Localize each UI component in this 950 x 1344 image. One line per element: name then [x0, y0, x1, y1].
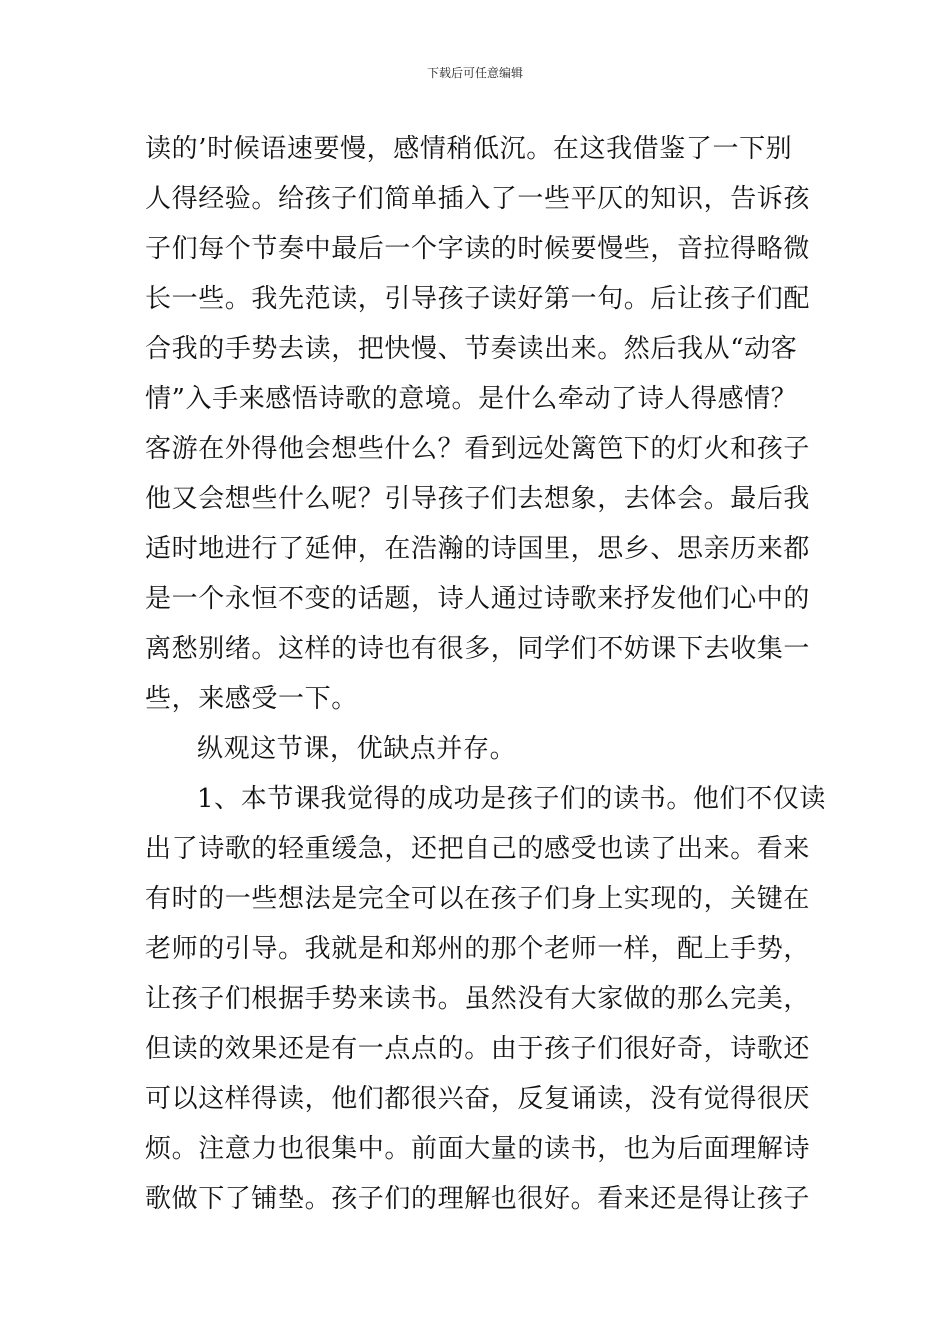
- text-line: 情”入手来感悟诗歌的意境。是什么牵动了诗人得感情？: [145, 384, 798, 414]
- paragraph-1: [145, 124, 809, 724]
- text-line: 出了诗歌的轻重缓急，还把自己的感受也读了出来。看来: [145, 834, 811, 864]
- text-line: 老师的引导。我就是和郑州的那个老师一样，配上手势，: [145, 934, 811, 964]
- text-line: 人得经验。给孩子们简单插入了一些平仄的知识，告诉孩: [145, 184, 811, 214]
- text-line: 合我的手势去读，把快慢、节奏读出来。然后我从“动客: [145, 334, 798, 364]
- text-line: 纵观这节课，优缺点并存。: [197, 734, 517, 764]
- text-line: 让孩子们根据手势来读书。虽然没有大家做的那么完美，: [145, 984, 811, 1014]
- text-line: 客游在外得他会想些什么？看到远处篱笆下的灯火和孩子: [145, 434, 811, 464]
- text-line: 但读的效果还是有一点点的。由于孩子们很好奇，诗歌还: [145, 1034, 811, 1064]
- text-line: 是一个永恒不变的话题，诗人通过诗歌来抒发他们心中的: [145, 584, 811, 614]
- text-line: 烦。注意力也很集中。前面大量的读书，也为后面理解诗: [145, 1134, 811, 1164]
- text-line: 长一些。我先范读，引导孩子读好第一句。后让孩子们配: [145, 284, 811, 314]
- text-line: 些，来感受一下。: [145, 684, 358, 714]
- text-line: 有时的一些想法是完全可以在孩子们身上实现的，关键在: [145, 884, 811, 914]
- text-line: 可以这样得读，他们都很兴奋，反复诵读，没有觉得很厌: [145, 1084, 811, 1114]
- text-line: 适时地进行了延伸，在浩瀚的诗国里，思乡、思亲历来都: [145, 534, 811, 564]
- text-line: 读的’时候语速要慢，感情稍低沉。在这我借鉴了一下别: [145, 134, 793, 164]
- text-line: 离愁别绪。这样的诗也有很多，同学们不妨课下去收集一: [145, 634, 811, 664]
- text-line: 子们每个节奏中最后一个字读的时候要慢些，音拉得略微: [145, 234, 811, 264]
- text-line: 1、本节课我觉得的成功是孩子们的读书。他们不仅读: [197, 784, 826, 814]
- paragraph-3: [145, 774, 826, 1224]
- document-body: [145, 124, 826, 1224]
- text-line: 他又会想些什么呢？引导孩子们去想象，去体会。最后我: [145, 484, 811, 514]
- text-line: 歌做下了铺垫。孩子们的理解也很好。看来还是得让孩子: [145, 1184, 811, 1214]
- page-header: 下载后可任意编辑: [426, 66, 523, 80]
- paragraph-2: [145, 724, 809, 774]
